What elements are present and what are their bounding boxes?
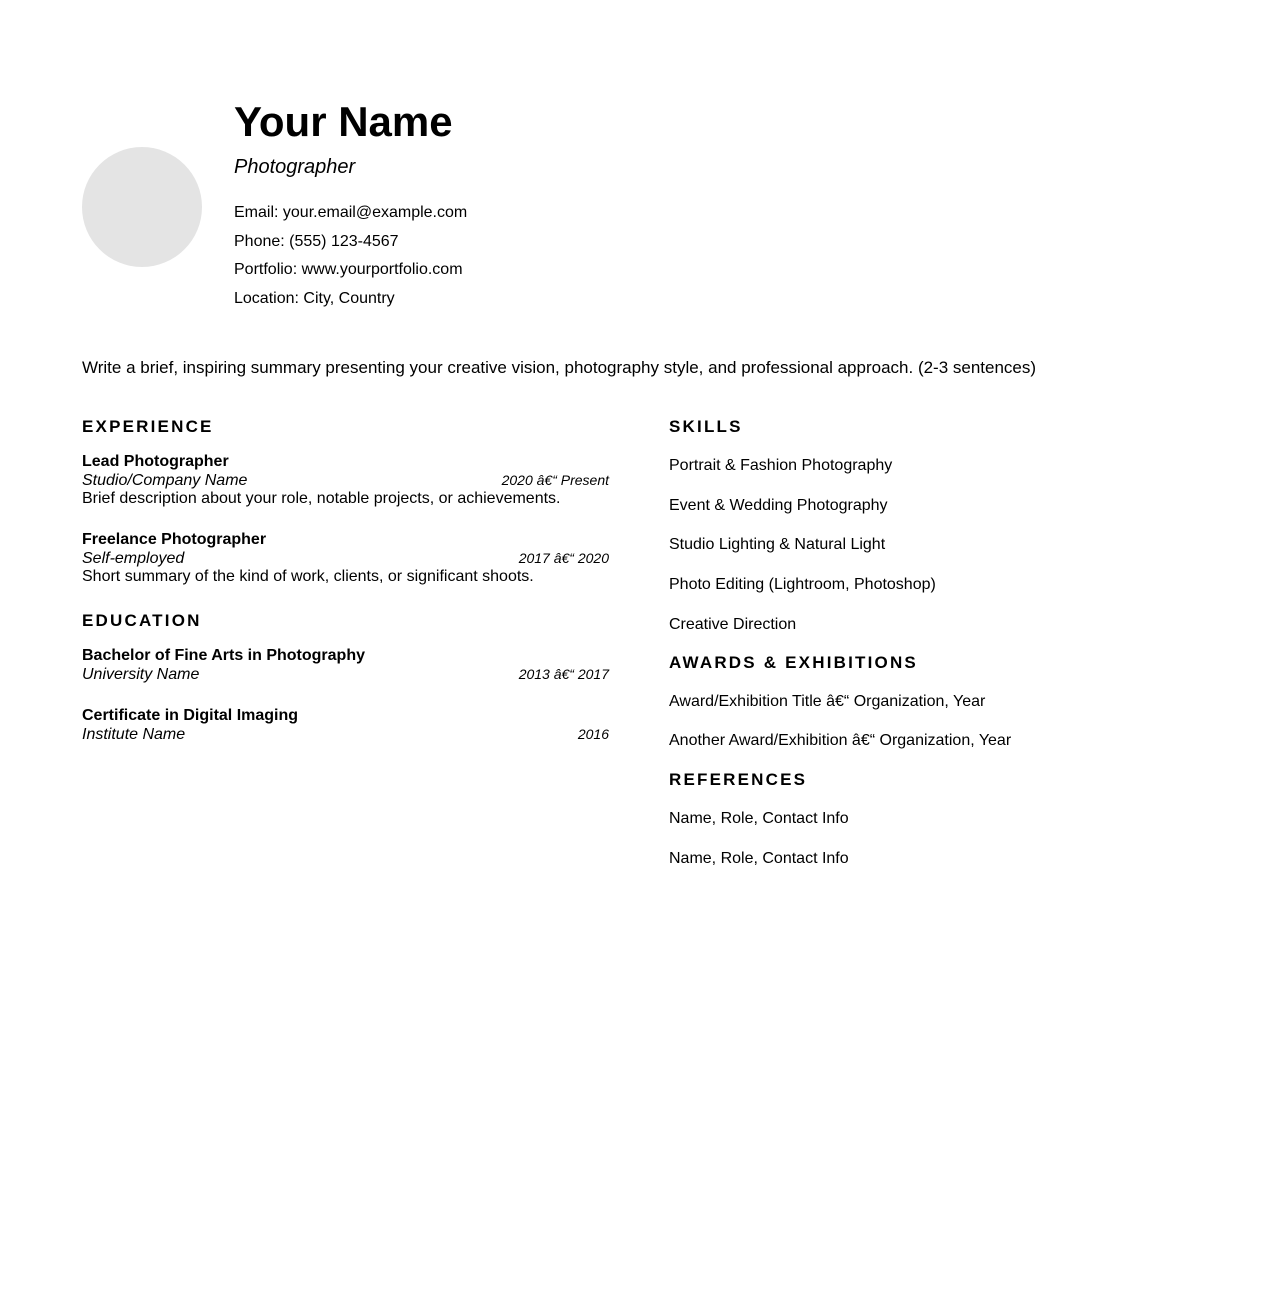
award-item: Award/Exhibition Title â€“ Organization, Year [669, 693, 986, 710]
skill-item: Creative Direction [669, 615, 797, 633]
reference-item: Name, Role, Contact Info [669, 850, 849, 867]
profile-summary: Write a brief, inspiring summary presenting your creative vision, photography style, and professional approach. (2-3 sentences) [82, 358, 1037, 377]
job-description: Short summary of the kind of work, clients, or significant shoots. [82, 568, 534, 585]
skills-list [669, 455, 936, 653]
skills-heading: SKILLS [669, 417, 743, 436]
contact-phone: Phone: (555) 123-4567 [234, 232, 399, 250]
resume-role: Photographer [234, 156, 356, 178]
awards-heading: AWARDS & EXHIBITIONS [669, 653, 918, 672]
degree-institution: Institute Name [82, 726, 186, 743]
job-dates: 2017 â€“ 2020 [518, 550, 609, 566]
job-description: Brief description about your role, notable projects, or achievements. [82, 490, 561, 507]
skill-item: Event & Wedding Photography [669, 496, 888, 514]
skill-item: Photo Editing (Lightroom, Photoshop) [669, 576, 936, 594]
contact-location: Location: City, Country [234, 290, 395, 308]
references-list [669, 808, 849, 888]
degree-dates: 2016 [577, 726, 609, 742]
job-meta [82, 549, 609, 568]
job-company: Self-employed [82, 550, 185, 567]
contact-email: Email: your.email@example.com [234, 204, 468, 221]
education-entry [82, 647, 609, 684]
job-company: Studio/Company Name [82, 472, 248, 489]
profile-photo-placeholder [82, 147, 202, 267]
degree-institution: University Name [82, 666, 200, 683]
references-heading: REFERENCES [669, 770, 808, 789]
resume-name: Your Name [234, 98, 453, 145]
education-heading: EDUCATION [82, 611, 202, 630]
degree-title: Bachelor of Fine Arts in Photography [82, 647, 365, 664]
job-title: Freelance Photographer [82, 531, 267, 548]
experience-entry [82, 531, 609, 586]
experience-entry [82, 453, 609, 508]
award-item: Another Award/Exhibition â€“ Organization, Year [669, 732, 1012, 749]
degree-meta [82, 665, 609, 684]
experience-heading: EXPERIENCE [82, 417, 214, 436]
education-entry [82, 707, 609, 744]
reference-item: Name, Role, Contact Info [669, 810, 849, 827]
degree-meta [82, 725, 609, 744]
job-meta [82, 471, 609, 490]
skill-item: Studio Lighting & Natural Light [669, 536, 886, 554]
awards-list [669, 691, 1011, 769]
skill-item: Portrait & Fashion Photography [669, 457, 893, 474]
degree-title: Certificate in Digital Imaging [82, 707, 299, 724]
degree-dates: 2013 â€“ 2017 [518, 666, 609, 682]
job-title: Lead Photographer [82, 453, 229, 470]
contact-portfolio: Portfolio: www.yourportfolio.com [234, 261, 463, 279]
job-dates: 2020 â€“ Present [501, 472, 609, 488]
contact-info [234, 200, 467, 315]
